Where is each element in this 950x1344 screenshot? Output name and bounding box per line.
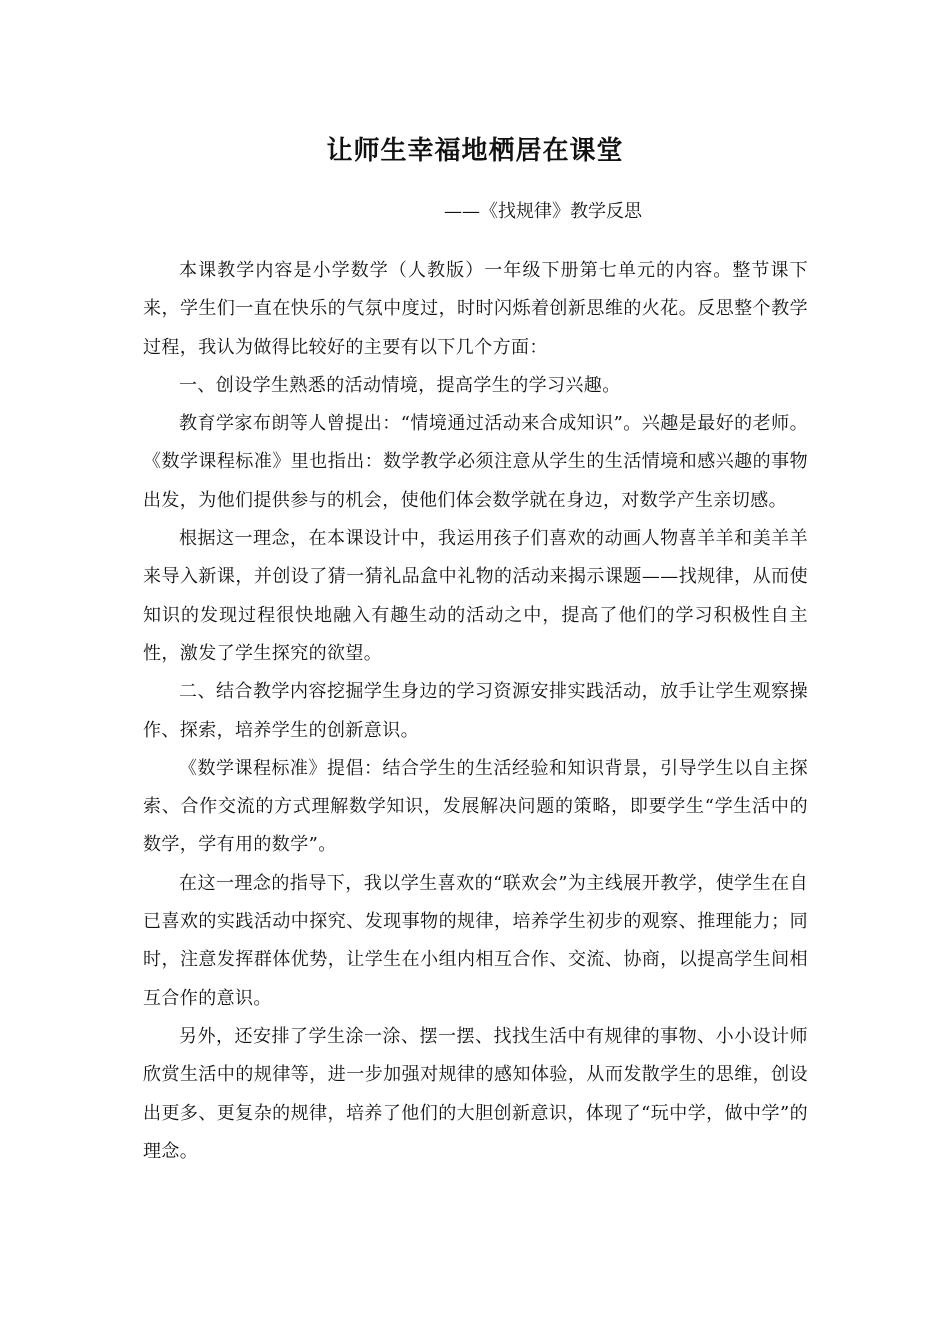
document-title: 让师生幸福地栖居在课堂 (326, 136, 624, 166)
document-body (143, 252, 808, 1171)
section-heading-2: 二、结合教学内容挖掘学生身边的学习资源安排实践活动，放手让学生观察操作、探索，培养学生的创新意识。 (143, 681, 808, 741)
paragraph: 另外，还安排了学生涂一涂、摆一摆、找找生活中有规律的事物、小小设计师欣赏生活中的规律等，进一步加强对规律的感知体验，从而发散学生的思维，创设出更多、更复杂的规律，培养了他们的大胆创新意识，体现了“玩中学，做中学”的理念。 (143, 1025, 808, 1162)
paragraph: 根据这一理念，在本课设计中，我运用孩子们喜欢的动画人物喜羊羊和美羊羊来导入新课，并创设了猜一猜礼品盒中礼物的活动来揭示课题——找规律，从而使知识的发现过程很快地融入有趣生动的活动之中，提高了他们的学习积极性自主性，激发了学生探究的欲望。 (143, 528, 808, 664)
paragraph: 《数学课程标准》提倡：结合学生的生活经验和知识背景，引导学生以自主探索、合作交流的方式理解数学知识，发展解决问题的策略，即要学生“学生活中的数学，学有用的数学”。 (143, 757, 808, 856)
paragraph-intro: 本课教学内容是小学数学（人教版）一年级下册第七单元的内容。整节课下来，学生们一直在快乐的气氛中度过，时时闪烁着创新思维的火花。反思整个教学过程，我认为做得比较好的主要有以下几个方面： (143, 260, 808, 358)
document-subtitle: ——《找规律》教学反思 (444, 201, 642, 222)
paragraph: 在这一理念的指导下，我以学生喜欢的“联欢会”为主线展开教学，使学生在自已喜欢的实践活动中探究、发现事物的规律，培养学生初步的观察、推理能力；同时，注意发挥群体优势，让学生在小组内相互合作、交流、协商，以提高学生间相互合作的意识。 (143, 872, 808, 1009)
paragraph: 教育学家布朗等人曾提出：“情境通过活动来合成知识”。兴趣是最好的老师。《数学课程标准》里也指出：数学教学必须注意从学生的生活情境和感兴趣的事物出发，为他们提供参与的机会，使他们体会数学就在身边，对数学产生亲切感。 (143, 413, 808, 511)
section-heading-1: 一、创设学生熟悉的活动情境，提高学生的学习兴趣。 (179, 374, 621, 396)
